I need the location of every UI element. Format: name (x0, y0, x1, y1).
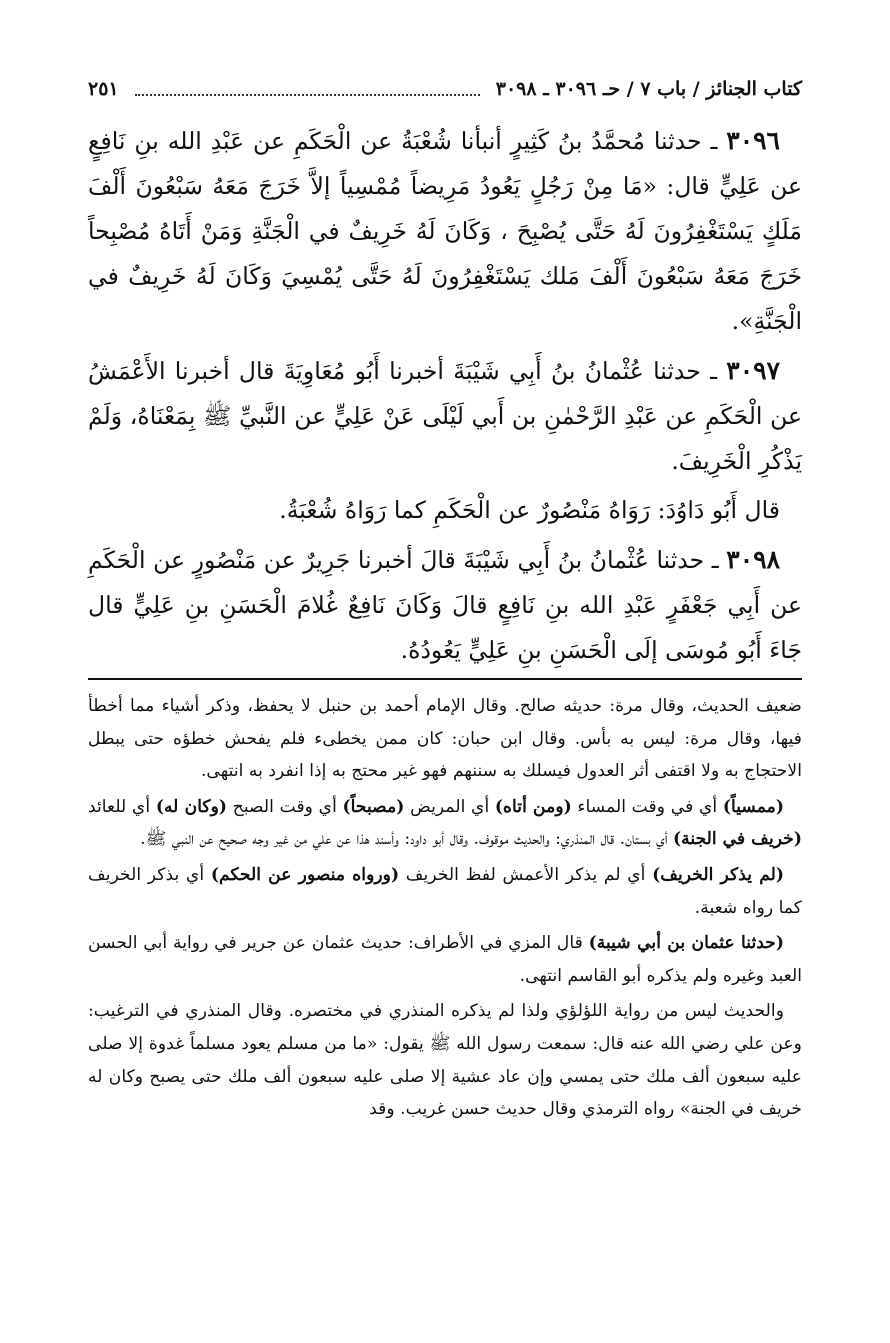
running-header (88, 72, 802, 106)
header-leader-dots (135, 94, 480, 96)
lemma: (مصبحاً) (342, 796, 405, 817)
commentary-text: أي وقت الصبح (227, 796, 343, 817)
footnote-divider (88, 678, 802, 680)
commentary-text: أي بستان. قال المنذري: والحديث موقوف. وقال أبو داود: وأسند هذا عن علي من غير وجه صحيح عن النبي ﷺ. (140, 829, 674, 850)
commentary-text: أي للعائد (88, 796, 156, 817)
commentary-paragraph (88, 791, 802, 856)
hadith-3096 (88, 118, 802, 344)
lemma: (ورواه منصور عن الحكم) (210, 864, 400, 885)
commentary-text: قال المزي في الأطراف: حديث عثمان عن جرير في رواية أبي الحسن العبد وغيره ولم يذكره أبو القاسم انتهى. (88, 933, 802, 986)
page-number: ٢٥١ (88, 78, 119, 100)
commentary-paragraph (88, 927, 802, 992)
chapter-title: كتاب الجنائز / باب ٧ / حـ ٣٠٩٦ ـ ٣٠٩٨ (495, 78, 802, 100)
hadith-body: ـ حدثنا عُثْمانُ بنُ أَبِي شَيْبَةَ أخبرنا أَبُو مُعَاوِيَةَ قال أخبرنا الأَعْمَشُ عن الْحَكَمِ عن عَبْدِ الرَّحْمٰنِ بن أَبي لَيْلَى عَنْ عَلِيٍّ عن النَّبيِّ ﷺ بِمَعْنَاهُ، وَلَمْ يَذْكُرِ الْخَرِيفَ. (88, 357, 802, 475)
lemma: (ومن أتاه) (494, 796, 572, 817)
hadith-body: ـ حدثنا مُحمَّدُ بنُ كَثِيرٍ أنبأنا شُعْبَةُ عن الْحَكَمِ عن عَبْدِ الله بنِ نَافِعٍ عن عَلِيٍّ قال: «مَا مِنْ رَجُلٍ يَعُودُ مَرِيضاً مُمْسِياً إلاَّ خَرَجَ مَعَهُ سَبْعُونَ أَلْفَ مَلَكٍ يَسْتَغْفِرُونَ لَهُ حَتَّى يُصْبِحَ ، وَكَانَ لَهُ خَرِيفٌ في الْجَنَّةِ وَمَنْ أَتَاهُ مُصْبِحاً خَرَجَ مَعَهُ سَبْعُونَ أَلْفَ مَلك يَسْتَغْفِرُونَ لَهُ حَتَّى يُمْسِيَ وَكَانَ لَهُ خَرِيفٌ في الْجَنَّةِ». (88, 127, 802, 335)
lemma: (وكان له) (155, 796, 228, 817)
commentary-section (88, 690, 802, 1129)
hadith-3098 (88, 537, 802, 673)
hadith-text (88, 118, 802, 677)
commentary-text: أي بذكر الخريف كما رواه شعبة. (88, 864, 802, 918)
hadith-number: ٣٠٩٦ (726, 126, 780, 155)
book-page (88, 0, 802, 1343)
commentary-paragraph: ضعيف الحديث، وقال مرة: حديثه صالح. وقال الإمام أحمد بن حنبل لا يحفظ، وذكر أشياء مما أخطأ فيها، وقال مرة: ليس به بأس. وقال ابن حبان: كان ممن يخطىء فلم يفحش خطؤه حتى يبطل الاحتجاج به ولا اقتفى أثر العدول فيسلك به سننهم فهو غير محتج به إذا انفرد به انتهى. (88, 696, 802, 782)
commentary-text: أي المريض (404, 796, 495, 817)
commentary-paragraph (88, 859, 802, 924)
hadith-number: ٣٠٩٨ (726, 545, 780, 574)
hadith-number: ٣٠٩٧ (726, 356, 780, 385)
hadith-3097 (88, 348, 802, 484)
commentary-text: أي لم يذكر الأعمش لفظ الخريف (399, 864, 653, 885)
commentary-paragraph: والحديث ليس من رواية اللؤلؤي ولذا لم يذكره المنذري في مختصره. وقال المنذري في الترغيب: وعن علي رضي الله عنه قال: سمعت رسول الله ﷺ يقول: «ما من مسلم يعود مسلماً غدوة إلا صلى عليه سبعون ألف ملك حتى يمسي وإن عاد عشية إلا صلى عليه سبعون ألف ملك حتى يصبح وكان له خريف في الجنة» رواه الترمذي وقال حديث حسن غريب. وقد (88, 1001, 802, 1120)
hadith-body: ـ حدثنا عُثْمانُ بنُ أَبِي شَيْبَةَ قالَ أخبرنا جَرِيرٌ عن مَنْصُورٍ عن الْحَكَمِ عن أَبِي جَعْفَرٍ عَبْدِ الله بنِ نَافِعٍ قالَ وَكَانَ نَافِعٌ غُلامَ الْحَسَنِ بنِ عَلِيٍّ قال جَاءَ أَبُو مُوسَى إلَى الْحَسَنِ بنِ عَلِيٍّ يَعُودُهُ. (88, 546, 802, 664)
abu-dawud-note: قال أَبُو دَاوُدَ: رَوَاهُ مَنْصُورٌ عن الْحَكَمِ كما رَوَاهُ شُعْبَةُ. (279, 496, 780, 524)
lemma: (خريف في الجنة) (673, 829, 802, 850)
commentary-text: أي في وقت المساء (571, 796, 723, 817)
lemma: (حدثنا عثمان بن أبي شيبة) (588, 933, 785, 954)
lemma: (ممسياً) (722, 796, 784, 817)
lemma: (لم يذكر الخريف) (652, 864, 785, 885)
